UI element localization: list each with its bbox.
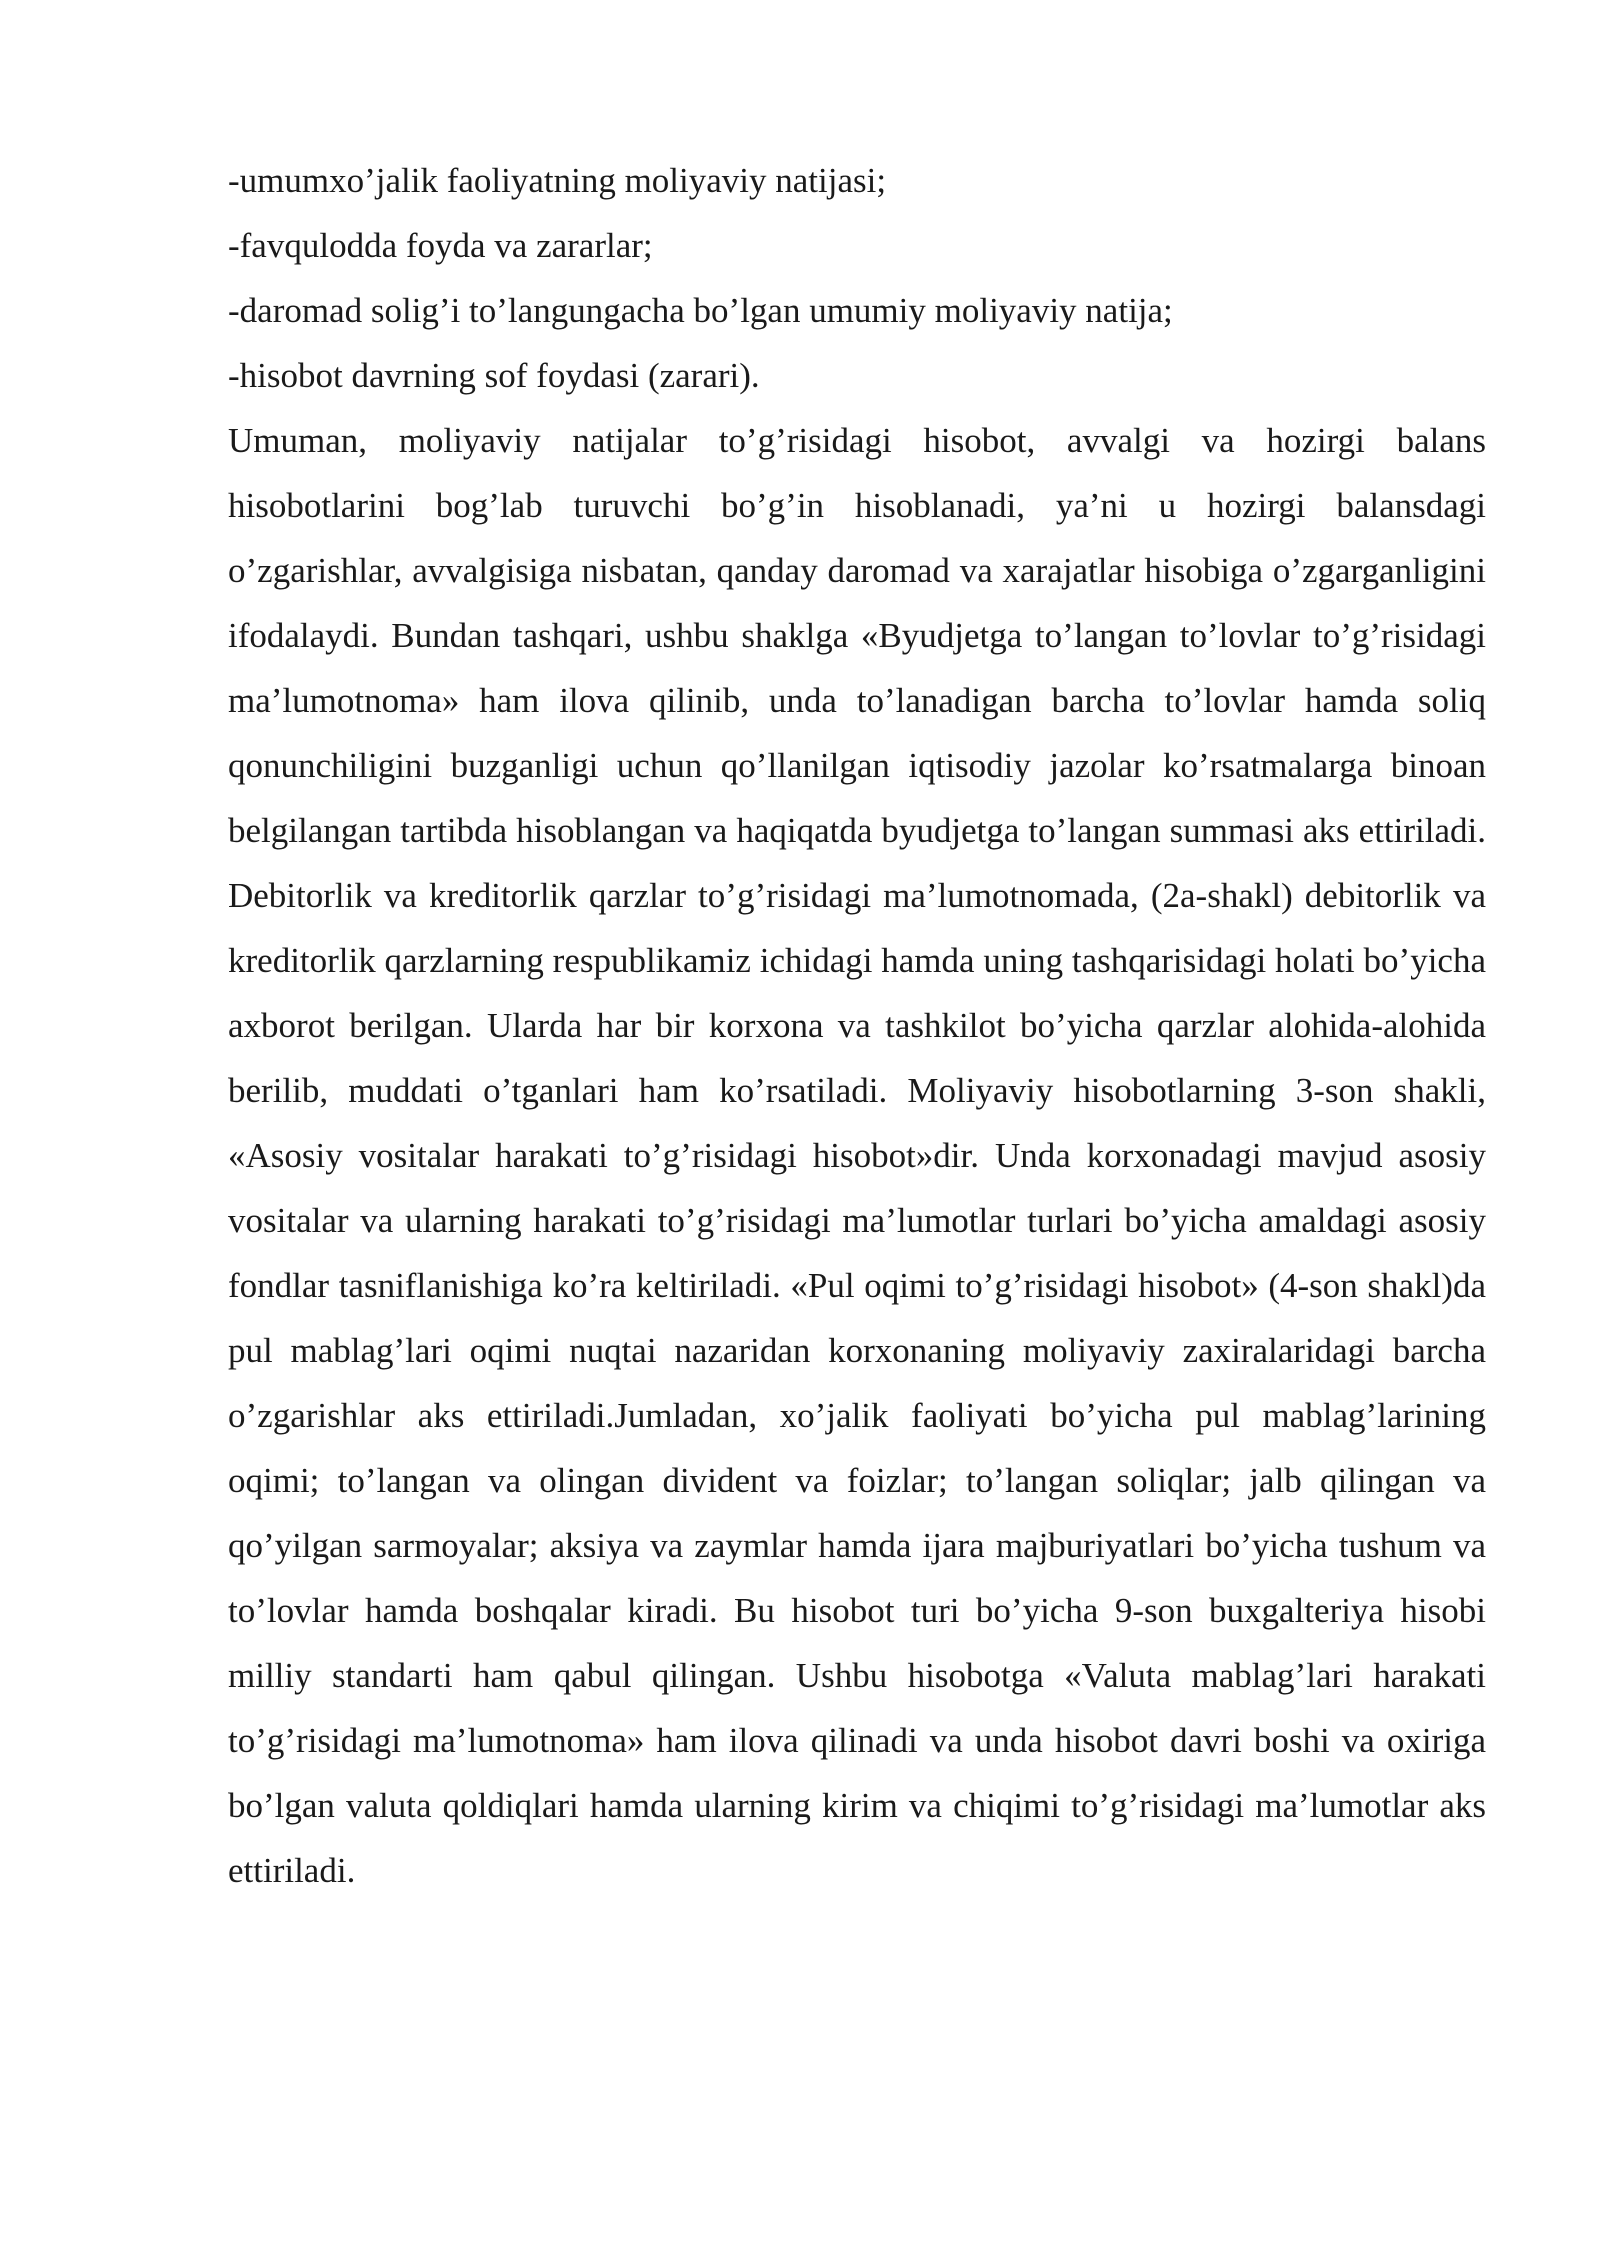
list-item-financial-result: -umumxo’jalik faoliyatning moliyaviy natijasi; — [228, 161, 887, 200]
list-item-net-profit: -hisobot davrning sof foydasi (zarari). — [228, 356, 760, 395]
body-paragraph: Umuman, moliyaviy natijalar to’g’risidagi hisobot, avvalgi va hozirgi balans hisobotlarini bog’lab turuvchi bo’g’in hisoblanadi, ya’ni u hozirgi balansdagi o’zgarishlar, avvalgisiga nisbatan, qanday daromad va xarajatlar hisobiga o’zgarganligini ifodalaydi. Bundan tashqari, ushbu shaklga «Byudjetga to’langan to’lovlar to’g’risidagi ma’lumotnoma» ham ilova qilinib, unda to’lanadigan barcha to’lovlar hamda soliq qonunchiligini buzganligi uchun qo’llanilgan iqtisodiy jazolar ko’rsatmalarga binoan belgilangan tartibda hisoblangan va haqiqatda byudjetga to’langan summasi aks ettiriladi. Debitorlik va kreditorlik qarzlar to’g’risidagi ma’lumotnomada, (2a-shakl) debitorlik va kreditorlik qarzlarning respublikamiz ichidagi hamda uning tashqarisidagi holati bo’yicha axborot berilgan. Ularda har bir korxona va tashkilot bo’yicha qarzlar alohida-alohida berilib, muddati o’tganlari ham ko’rsatiladi. Moliyaviy hisobotlarning 3-son shakli, «Asosiy vositalar harakati to’g’risidagi hisobot»dir. Unda korxonadagi mavjud asosiy vositalar va ularning harakati to’g’risidagi ma’lumotlar turlari bo’yicha amaldagi asosiy fondlar tasniflanishiga ko’ra keltiriladi. «Pul oqimi to’g’risidagi hisobot» (4-son shakl)da pul mablag’lari oqimi nuqtai nazaridan korxonaning moliyaviy zaxiralaridagi barcha o’zgarishlar aks ettiriladi.Jumladan, xo’jalik faoliyati bo’yicha pul mablag’larining oqimi; to’langan va olingan divident va foizlar; to’langan soliqlar; jalb qilingan va qo’yilgan sarmoyalar; aksiya va zaymlar hamda ijara majburiyatlari bo’yicha tushum va to’lovlar hamda boshqalar kiradi. Bu hisobot turi bo’yicha 9-son buxgalteriya hisobi milliy standarti ham qabul qilingan. Ushbu hisobotga «Valuta mablag’lari harakati to’g’risidagi ma’lumotnoma» ham ilova qilinadi va unda hisobot davri boshi va oxiriga bo’lgan valuta qoldiqlari hamda ularning kirim va chiqimi to’g’risidagi ma’lumotlar aks ettiriladi. — [228, 421, 1486, 1890]
list-item-pretax-result: -daromad solig’i to’langungacha bo’lgan umumiy moliyaviy natija; — [228, 291, 1173, 330]
page-body — [228, 148, 1486, 1903]
list-item-extraordinary-profit: -favqulodda foyda va zararlar; — [228, 226, 653, 265]
